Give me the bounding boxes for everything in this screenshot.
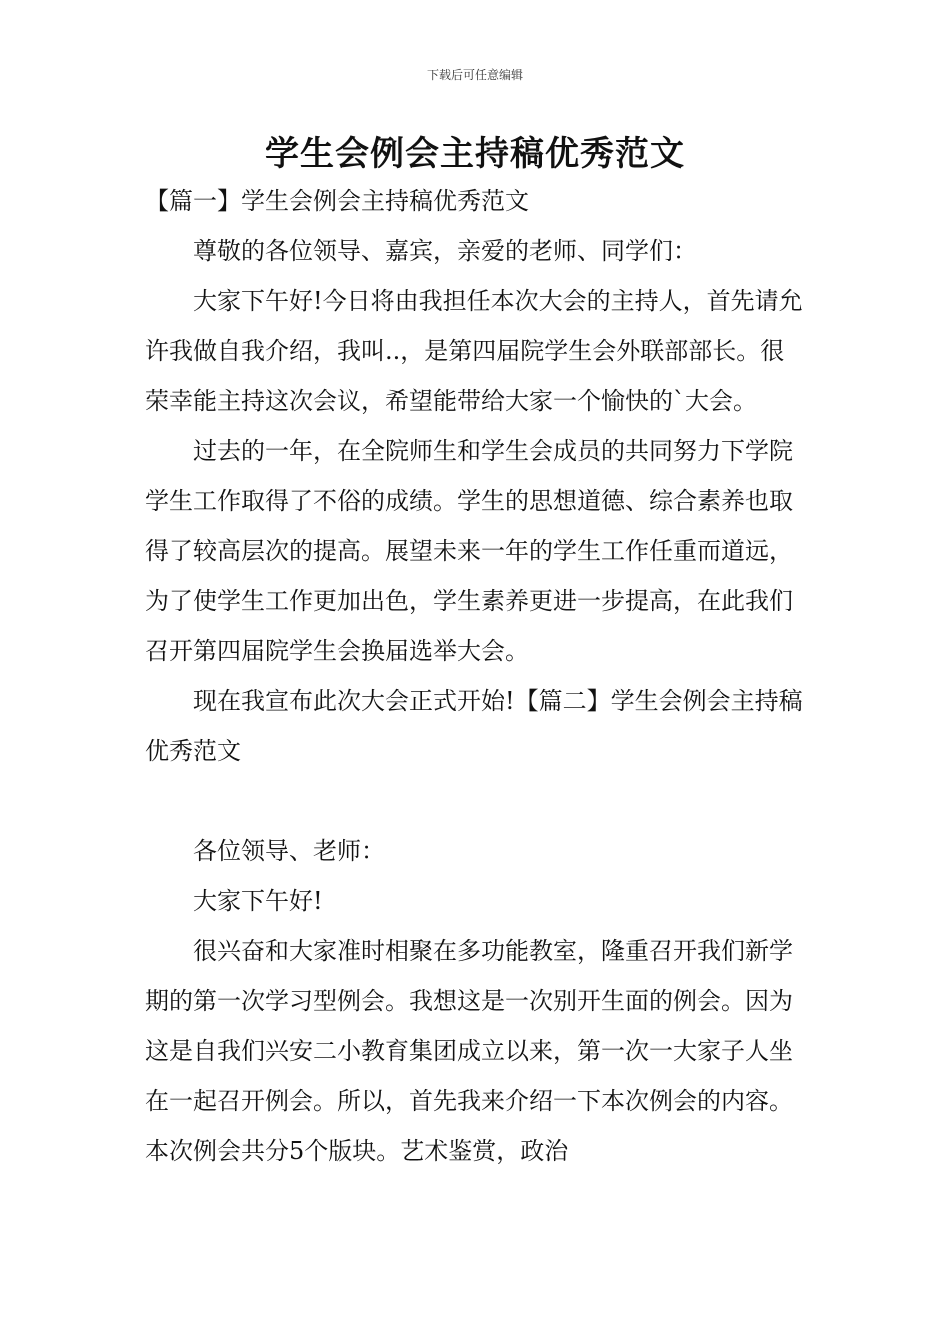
paragraph-greeting-2: 各位领导、老师：: [193, 837, 385, 865]
paragraph-review: 过去的一年，在全院师生和学生会成员的共同努力下学院学生工作取得了不俗的成绩。学生的思想道德、综合素养也取得了较高层次的提高。展望未来一年的学生工作任重而道远，为了使学生工作更加出色，学生素养更进一步提高，在此我们召开第四届院学生会换届选举大会。: [145, 437, 793, 665]
paragraph-greeting: 尊敬的各位领导、嘉宾，亲爱的老师、同学们：: [193, 237, 697, 265]
paragraph-intro: 大家下午好!今日将由我担任本次大会的主持人，首先请允许我做自我介绍，我叫..，是第四届院学生会外联部部长。很荣幸能主持这次会议，希望能带给大家一个愉快的`大会。: [145, 287, 803, 415]
blank-line: [145, 776, 807, 826]
header-note: 下载后可任意编辑: [426, 68, 523, 82]
paragraph-opening: 现在我宣布此次大会正式开始!【篇二】学生会例会主持稿优秀范文: [145, 687, 803, 765]
document-title: 学生会例会主持稿优秀范文: [265, 134, 685, 174]
paragraph-meeting: 很兴奋和大家准时相聚在多功能教室，隆重召开我们新学期的第一次学习型例会。我想这是一次别开生面的例会。因为这是自我们兴安二小教育集团成立以来，第一次一大家子人坐在一起召开例会。所以，首先我来介绍一下本次例会的内容。本次例会共分5个版块。艺术鉴赏，政治: [145, 937, 793, 1165]
section-heading: 【篇一】学生会例会主持稿优秀范文: [145, 187, 529, 215]
paragraph-hello: 大家下午好!: [193, 887, 323, 915]
document-body: [145, 176, 807, 1176]
